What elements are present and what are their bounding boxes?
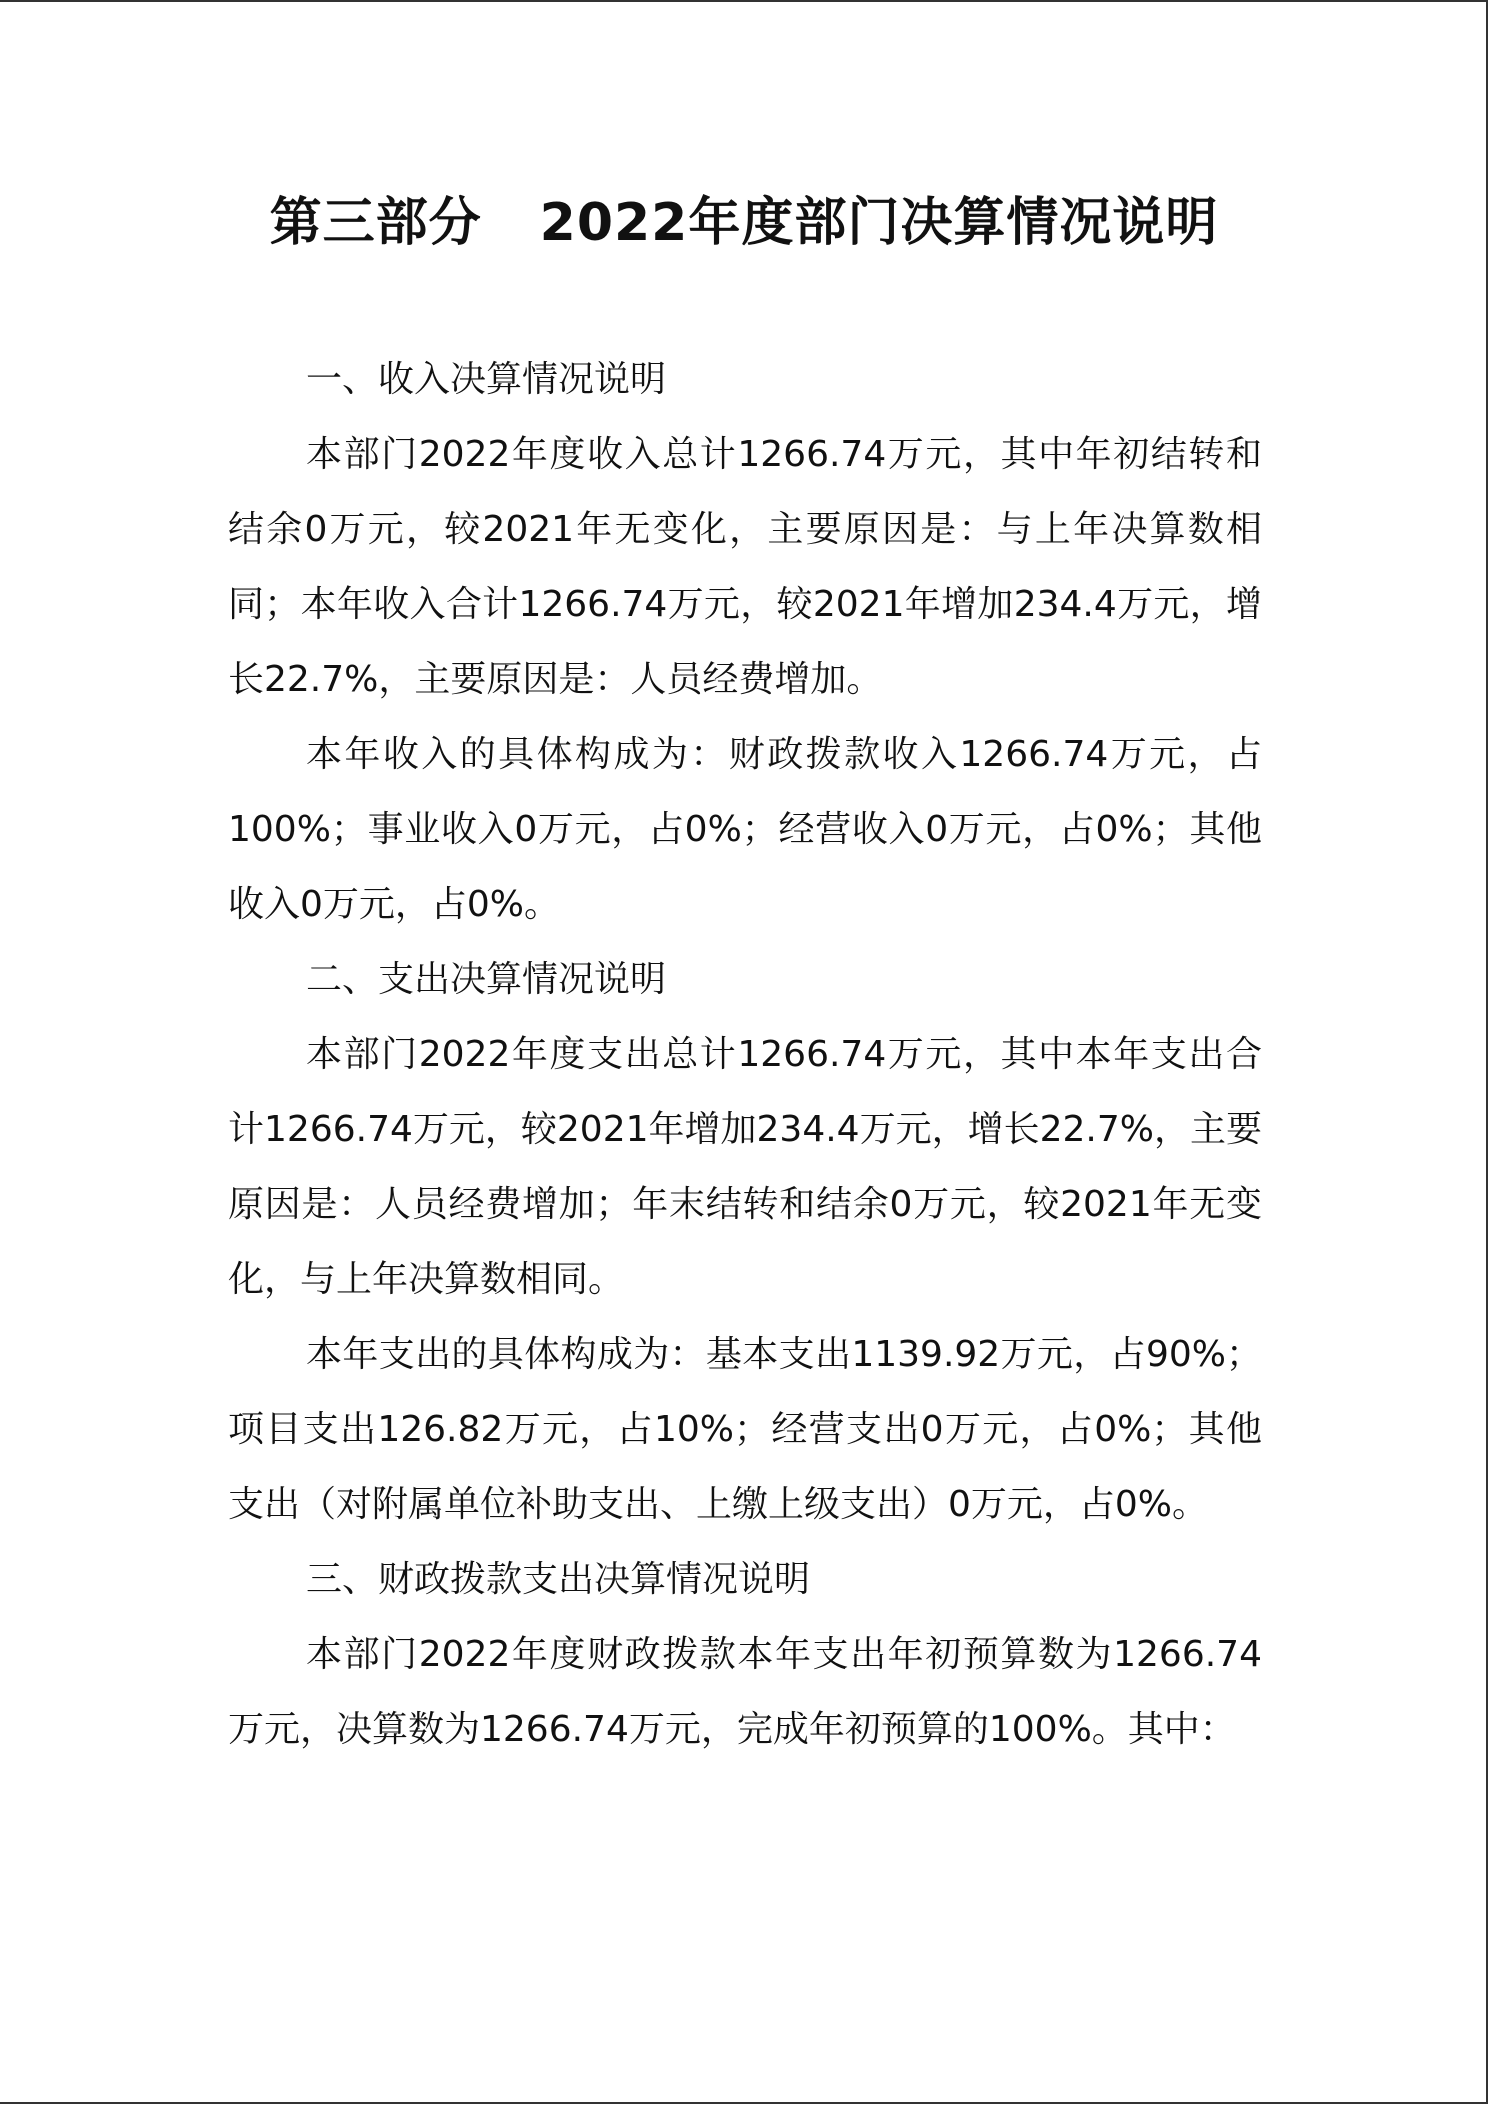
paragraph-income-summary: 本部门2022年度收入总计1266.74万元，其中年初结转和结余0万元，较2021年无变化，主要原因是：与上年决算数相同；本年收入合计1266.74万元，较2021年增加234.4万元，增长22.7%，主要原因是：人员经费增加。 (228, 434, 1262, 700)
paragraph-income-composition: 本年收入的具体构成为：财政拨款收入1266.74万元，占100%；事业收入0万元，占0%；经营收入0万元，占0%；其他收入0万元，占0%。 (228, 734, 1262, 925)
paragraph-expenditure-summary: 本部门2022年度支出总计1266.74万元，其中本年支出合计1266.74万元，较2021年增加234.4万元，增长22.7%，主要原因是：人员经费增加；年末结转和结余0万元，较2021年无变化，与上年决算数相同。 (228, 1034, 1262, 1300)
page-title (0, 188, 1488, 258)
section-heading-fiscal-appropriation: 三、财政拨款支出决算情况说明 (306, 1559, 811, 1600)
title-part: 第三部分 (269, 193, 482, 253)
paragraph-fiscal-appropriation-summary: 本部门2022年度财政拨款本年支出年初预算数为1266.74万元，决算数为1266.74万元，完成年初预算的100%。其中： (228, 1634, 1262, 1750)
title-main: 2022年度部门决算情况说明 (539, 193, 1219, 253)
paragraph-expenditure-composition: 本年支出的具体构成为：基本支出1139.92万元，占90%；项目支出126.82万元，占10%；经营支出0万元，占0%；其他支出（对附属单位补助支出、上缴上级支出）0万元，占0%。 (228, 1334, 1262, 1525)
document-body (228, 342, 1262, 1767)
section-heading-income: 一、收入决算情况说明 (306, 359, 667, 400)
section-heading-expenditure: 二、支出决算情况说明 (306, 959, 667, 1000)
